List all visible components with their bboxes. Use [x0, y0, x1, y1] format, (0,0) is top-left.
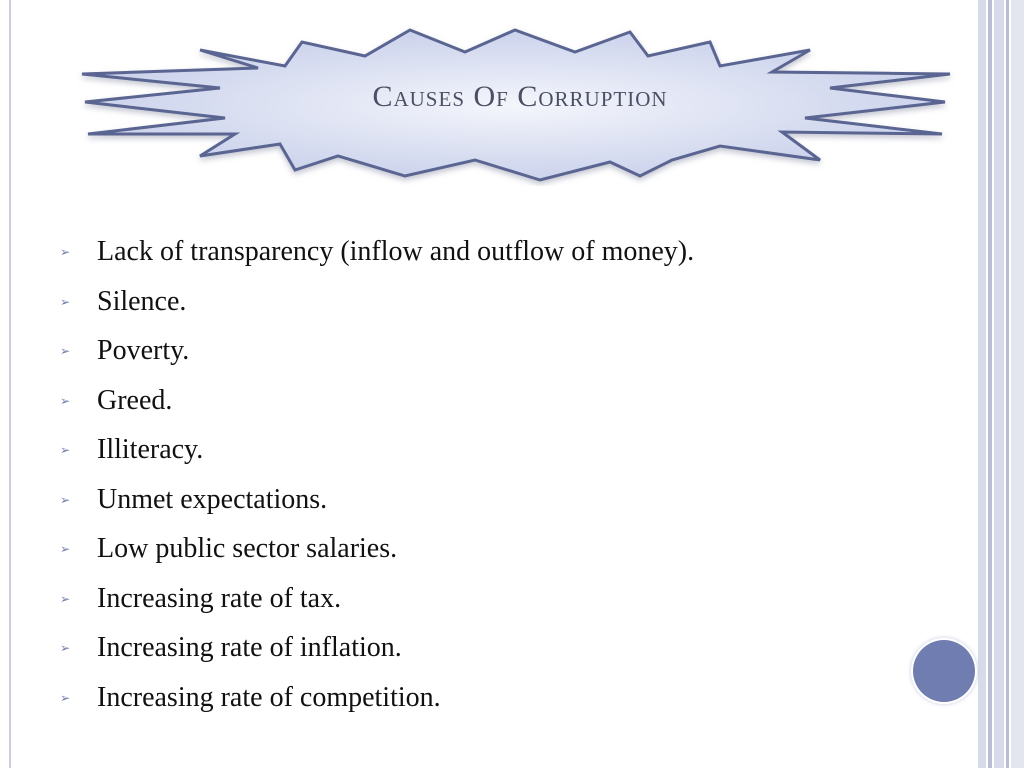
arrowhead-bullet-icon: ➢: [60, 542, 71, 556]
bullet-text: Low public sector salaries.: [97, 533, 398, 564]
bullet-text: Poverty.: [97, 335, 190, 366]
arrowhead-bullet-icon: ➢: [60, 690, 71, 705]
decorative-circle: [913, 640, 975, 702]
bullet-item: [60, 482, 940, 532]
bullet-text: Silence.: [97, 285, 187, 317]
bullet-text: Unmet expectations.: [97, 483, 328, 515]
bullet-item: [60, 581, 940, 631]
bullet-text: Illiteracy.: [97, 434, 204, 465]
bullet-text: Lack of transparency (inflow and outflow of money).: [97, 236, 695, 267]
bullet-item: [60, 531, 940, 581]
right-border-stripe: [1011, 0, 1024, 768]
bullet-item: [60, 234, 940, 284]
arrowhead-bullet-icon: ➢: [60, 245, 71, 259]
bullet-item: [60, 630, 940, 680]
arrowhead-bullet-icon: ➢: [60, 641, 71, 655]
bullet-text: Increasing rate of tax.: [97, 582, 342, 614]
bullet-item: [60, 383, 940, 433]
arrowhead-bullet-icon: ➢: [60, 492, 71, 507]
bullet-item: [60, 333, 940, 383]
bullet-item: [60, 680, 940, 730]
right-border-stripe: [1006, 0, 1009, 768]
bullet-text: Increasing rate of competition.: [97, 681, 441, 713]
right-border-stripe: [994, 0, 1004, 768]
bullet-text: Increasing rate of inflation.: [97, 632, 402, 663]
arrowhead-bullet-icon: ➢: [60, 393, 71, 408]
left-border-rule: [9, 0, 11, 768]
bullet-text: Greed.: [97, 384, 173, 416]
arrowhead-bullet-icon: ➢: [60, 294, 71, 309]
bullet-item: [60, 432, 940, 482]
arrowhead-bullet-icon: ➢: [60, 591, 71, 606]
arrowhead-bullet-icon: ➢: [60, 443, 71, 457]
arrowhead-bullet-icon: ➢: [60, 344, 71, 358]
bullet-list: [60, 234, 940, 729]
slide-title: Causes Of Corruption: [372, 80, 668, 113]
bullet-item: [60, 284, 940, 334]
right-border-stripe: [978, 0, 986, 768]
right-border-stripe: [988, 0, 992, 768]
